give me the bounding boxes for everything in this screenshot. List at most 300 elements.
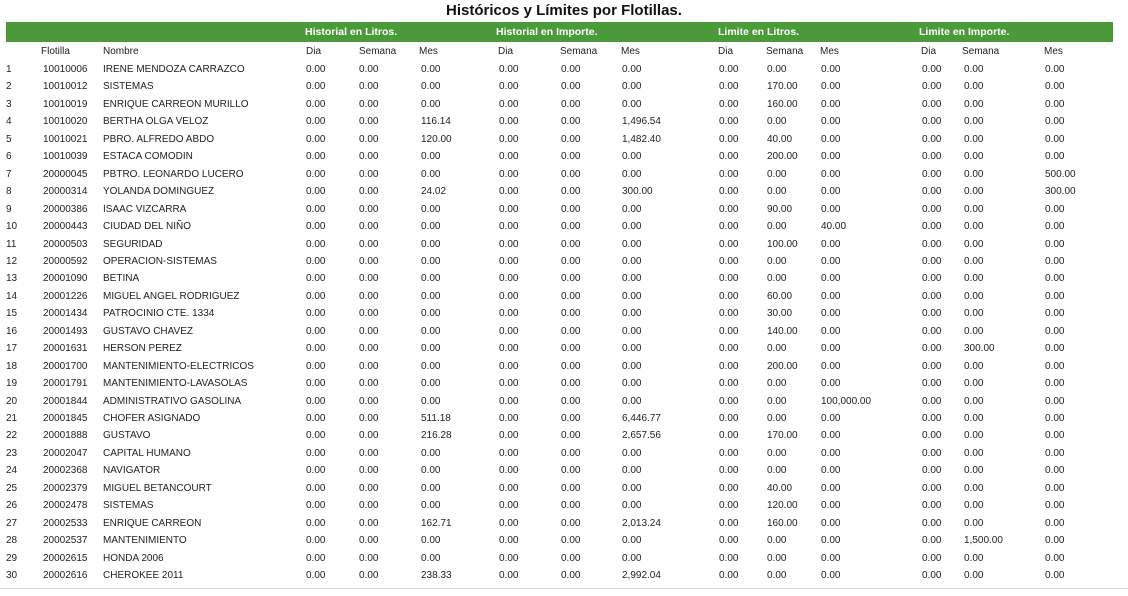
- cell-lim-importe-semana: 0.00: [964, 395, 984, 407]
- cell-lim-litros-semana: 0.00: [767, 535, 787, 547]
- cell-row-number: 9: [6, 203, 12, 215]
- cell-lim-litros-dia: 0.00: [719, 238, 739, 250]
- cell-lim-importe-dia: 0.00: [922, 290, 942, 302]
- cell-flotilla: 20001791: [43, 378, 88, 390]
- cell-hist-litros-dia: 0.00: [306, 290, 326, 302]
- cell-lim-litros-dia: 0.00: [719, 221, 739, 233]
- cell-hist-litros-mes: 0.00: [421, 360, 441, 372]
- table-row: [0, 78, 1128, 95]
- cell-hist-litros-mes: 0.00: [421, 290, 441, 302]
- cell-hist-litros-dia: 0.00: [306, 413, 326, 424]
- cell-hist-importe-semana: 0.00: [561, 343, 581, 355]
- cell-nombre: PBRO. ALFREDO ABDO: [103, 133, 215, 145]
- cell-lim-litros-semana: 100.00: [767, 238, 798, 250]
- cell-nombre: MIGUEL ANGEL RODRIGUEZ: [103, 290, 240, 302]
- cell-lim-litros-mes: 0.00: [821, 430, 841, 442]
- cell-flotilla: 20002478: [43, 500, 88, 512]
- cell-lim-litros-mes: 0.00: [821, 308, 841, 320]
- report-title: Históricos y Límites por Flotillas.: [446, 2, 682, 19]
- table-row: [0, 532, 1128, 549]
- cell-lim-litros-semana: 0.00: [767, 570, 787, 582]
- column-header-lim-importe-dia: Dia: [921, 46, 937, 57]
- cell-lim-litros-semana: 0.00: [767, 552, 787, 564]
- cell-hist-importe-mes: 1,482.40: [622, 133, 661, 145]
- cell-lim-importe-dia: 0.00: [922, 203, 942, 215]
- cell-lim-importe-dia: 0.00: [922, 535, 942, 547]
- cell-hist-litros-mes: 216.28: [421, 430, 452, 442]
- cell-row-number: 22: [6, 430, 18, 442]
- table-row: [0, 288, 1128, 305]
- cell-lim-litros-mes: 0.00: [821, 465, 841, 477]
- cell-flotilla: 20000592: [43, 255, 88, 267]
- cell-lim-litros-mes: 0.00: [821, 273, 841, 285]
- table-row: [0, 183, 1128, 200]
- cell-lim-litros-semana: 0.00: [767, 255, 787, 267]
- cell-hist-litros-dia: 0.00: [306, 116, 326, 128]
- cell-hist-litros-semana: 0.00: [359, 255, 379, 267]
- table-row: [0, 96, 1128, 113]
- cell-hist-importe-mes: 0.00: [622, 290, 642, 302]
- cell-lim-importe-semana: 0.00: [964, 133, 984, 145]
- cell-hist-importe-mes: 300.00: [622, 186, 653, 198]
- cell-lim-litros-semana: 170.00: [767, 430, 798, 442]
- cell-lim-importe-dia: 0.00: [922, 378, 942, 390]
- cell-nombre: SEGURIDAD: [103, 238, 163, 250]
- cell-row-number: 6: [6, 151, 12, 163]
- cell-hist-litros-dia: 0.00: [306, 552, 326, 564]
- cell-hist-importe-dia: 0.00: [499, 116, 519, 128]
- table-row: [0, 340, 1128, 357]
- cell-lim-importe-mes: 0.00: [1045, 500, 1065, 512]
- cell-lim-importe-mes: 0.00: [1045, 64, 1065, 75]
- cell-row-number: 30: [6, 570, 18, 582]
- cell-hist-importe-mes: 0.00: [622, 395, 642, 407]
- cell-row-number: 16: [6, 325, 18, 337]
- column-header-lim-litros-mes: Mes: [820, 46, 839, 57]
- cell-flotilla: 10010020: [43, 116, 88, 128]
- cell-lim-litros-mes: 0.00: [821, 378, 841, 390]
- cell-hist-importe-mes: 0.00: [622, 81, 642, 93]
- cell-row-number: 25: [6, 482, 18, 494]
- cell-lim-importe-semana: 0.00: [964, 325, 984, 337]
- table-row: [0, 148, 1128, 165]
- cell-hist-litros-dia: 0.00: [306, 186, 326, 198]
- cell-lim-importe-dia: 0.00: [922, 570, 942, 582]
- cell-hist-importe-dia: 0.00: [499, 447, 519, 459]
- cell-hist-importe-mes: 0.00: [622, 168, 642, 180]
- cell-lim-importe-semana: 0.00: [964, 552, 984, 564]
- cell-hist-importe-mes: 0.00: [622, 552, 642, 564]
- cell-lim-litros-mes: 0.00: [821, 447, 841, 459]
- cell-lim-litros-dia: 0.00: [719, 535, 739, 547]
- column-header-lim-importe-semana: Semana: [962, 46, 1000, 57]
- cell-hist-litros-semana: 0.00: [359, 116, 379, 128]
- cell-hist-litros-semana: 0.00: [359, 168, 379, 180]
- cell-hist-litros-semana: 0.00: [359, 447, 379, 459]
- cell-lim-importe-dia: 0.00: [922, 238, 942, 250]
- cell-hist-litros-dia: 0.00: [306, 570, 326, 582]
- cell-flotilla: 10010012: [43, 81, 88, 93]
- cell-lim-litros-mes: 0.00: [821, 343, 841, 355]
- cell-hist-litros-mes: 0.00: [421, 535, 441, 547]
- cell-lim-importe-semana: 0.00: [964, 98, 984, 110]
- cell-row-number: 2: [6, 81, 12, 93]
- cell-hist-litros-semana: 0.00: [359, 570, 379, 582]
- table-row: [0, 166, 1128, 183]
- cell-nombre: OPERACION-SISTEMAS: [103, 255, 217, 267]
- cell-lim-litros-mes: 0.00: [821, 255, 841, 267]
- cell-hist-litros-semana: 0.00: [359, 203, 379, 215]
- cell-lim-litros-semana: 40.00: [767, 133, 793, 145]
- cell-hist-litros-semana: 0.00: [359, 378, 379, 390]
- cell-hist-litros-dia: 0.00: [306, 447, 326, 459]
- cell-lim-importe-mes: 0.00: [1045, 360, 1065, 372]
- cell-row-number: 17: [6, 343, 18, 355]
- cell-flotilla: 20000386: [43, 203, 88, 215]
- cell-nombre: HERSON PEREZ: [103, 343, 182, 355]
- cell-lim-litros-dia: 0.00: [719, 378, 739, 390]
- cell-hist-importe-semana: 0.00: [561, 378, 581, 390]
- cell-lim-litros-mes: 0.00: [821, 570, 841, 582]
- cell-lim-importe-mes: 0.00: [1045, 81, 1065, 93]
- cell-flotilla: 20000045: [43, 168, 88, 180]
- table-row: [0, 393, 1128, 410]
- cell-lim-litros-semana: 120.00: [767, 500, 798, 512]
- cell-row-number: 24: [6, 465, 18, 477]
- cell-hist-importe-dia: 0.00: [499, 378, 519, 390]
- cell-lim-litros-semana: 160.00: [767, 98, 798, 110]
- cell-flotilla: 20001090: [43, 273, 88, 285]
- cell-hist-importe-dia: 0.00: [499, 360, 519, 372]
- cell-hist-litros-mes: 0.00: [421, 500, 441, 512]
- cell-lim-litros-dia: 0.00: [719, 64, 739, 75]
- cell-hist-importe-semana: 0.00: [561, 168, 581, 180]
- cell-nombre: HONDA 2006: [103, 552, 164, 564]
- cell-lim-importe-semana: 0.00: [964, 360, 984, 372]
- cell-lim-importe-mes: 0.00: [1045, 465, 1065, 477]
- cell-lim-litros-semana: 0.00: [767, 378, 787, 390]
- cell-hist-litros-semana: 0.00: [359, 413, 379, 424]
- cell-lim-importe-mes: 0.00: [1045, 133, 1065, 145]
- cell-hist-litros-semana: 0.00: [359, 133, 379, 145]
- cell-hist-importe-semana: 0.00: [561, 535, 581, 547]
- table-row: [0, 218, 1128, 235]
- cell-lim-importe-dia: 0.00: [922, 308, 942, 320]
- cell-hist-importe-semana: 0.00: [561, 570, 581, 582]
- cell-lim-importe-mes: 0.00: [1045, 308, 1065, 320]
- table-row: [0, 253, 1128, 270]
- cell-lim-litros-dia: 0.00: [719, 290, 739, 302]
- cell-lim-litros-semana: 170.00: [767, 81, 798, 93]
- cell-lim-importe-mes: 0.00: [1045, 290, 1065, 302]
- cell-row-number: 18: [6, 360, 18, 372]
- column-header-nombre: Nombre: [103, 46, 139, 57]
- cell-row-number: 11: [6, 238, 17, 250]
- cell-hist-importe-semana: 0.00: [561, 98, 581, 110]
- cell-lim-litros-dia: 0.00: [719, 360, 739, 372]
- table-row: [0, 515, 1128, 532]
- cell-lim-importe-semana: 0.00: [964, 413, 984, 424]
- cell-lim-importe-dia: 0.00: [922, 482, 942, 494]
- cell-lim-litros-dia: 0.00: [719, 500, 739, 512]
- cell-hist-litros-dia: 0.00: [306, 273, 326, 285]
- cell-lim-litros-mes: 0.00: [821, 203, 841, 215]
- cell-nombre: ENRIQUE CARREON: [103, 517, 202, 529]
- cell-hist-importe-semana: 0.00: [561, 360, 581, 372]
- cell-hist-litros-mes: 0.00: [421, 98, 441, 110]
- cell-row-number: 20: [6, 395, 18, 407]
- cell-hist-importe-semana: 0.00: [561, 308, 581, 320]
- cell-lim-litros-semana: 0.00: [767, 168, 787, 180]
- table-row: [0, 305, 1128, 322]
- cell-lim-litros-mes: 0.00: [821, 552, 841, 564]
- cell-lim-litros-semana: 60.00: [767, 290, 793, 302]
- cell-hist-litros-semana: 0.00: [359, 238, 379, 250]
- cell-hist-importe-semana: 0.00: [561, 465, 581, 477]
- cell-hist-litros-mes: 0.00: [421, 447, 441, 459]
- column-header-lim-litros-semana: Semana: [766, 46, 804, 57]
- cell-hist-litros-dia: 0.00: [306, 98, 326, 110]
- cell-lim-importe-semana: 0.00: [964, 570, 984, 582]
- cell-flotilla: 20001226: [43, 290, 88, 302]
- cell-lim-litros-dia: 0.00: [719, 343, 739, 355]
- cell-lim-importe-semana: 0.00: [964, 430, 984, 442]
- cell-hist-importe-mes: 0.00: [622, 273, 642, 285]
- cell-hist-importe-semana: 0.00: [561, 221, 581, 233]
- cell-lim-importe-mes: 0.00: [1045, 570, 1065, 582]
- cell-lim-importe-semana: 300.00: [964, 343, 995, 355]
- cell-lim-importe-dia: 0.00: [922, 517, 942, 529]
- cell-nombre: MIGUEL BETANCOURT: [103, 482, 212, 494]
- cell-hist-litros-semana: 0.00: [359, 81, 379, 93]
- cell-hist-litros-dia: 0.00: [306, 151, 326, 163]
- cell-hist-importe-mes: 1,496.54: [622, 116, 661, 128]
- cell-hist-importe-semana: 0.00: [561, 203, 581, 215]
- cell-lim-importe-semana: 0.00: [964, 255, 984, 267]
- table-row: [0, 270, 1128, 287]
- cell-lim-litros-mes: 0.00: [821, 98, 841, 110]
- cell-lim-importe-dia: 0.00: [922, 465, 942, 477]
- cell-row-number: 8: [6, 186, 12, 198]
- cell-lim-litros-mes: 0.00: [821, 168, 841, 180]
- cell-nombre: CAPITAL HUMANO: [103, 447, 191, 459]
- cell-hist-importe-mes: 0.00: [622, 447, 642, 459]
- column-header-hist-litros-dia: Dia: [306, 46, 322, 57]
- cell-lim-litros-mes: 0.00: [821, 325, 841, 337]
- cell-hist-importe-mes: 0.00: [622, 360, 642, 372]
- cell-lim-litros-mes: 0.00: [821, 290, 841, 302]
- cell-nombre: ADMINISTRATIVO GASOLINA: [103, 395, 242, 407]
- cell-flotilla: 20002616: [43, 570, 88, 582]
- cell-hist-importe-dia: 0.00: [499, 273, 519, 285]
- cell-lim-litros-mes: 0.00: [821, 116, 841, 128]
- cell-row-number: 21: [6, 413, 18, 424]
- cell-hist-litros-mes: 0.00: [421, 308, 441, 320]
- cell-hist-importe-mes: 0.00: [622, 308, 642, 320]
- cell-hist-litros-semana: 0.00: [359, 308, 379, 320]
- table-row: [0, 131, 1128, 148]
- cell-lim-importe-semana: 0.00: [964, 186, 984, 198]
- cell-nombre: CHOFER ASIGNADO: [103, 413, 201, 424]
- cell-lim-litros-mes: 0.00: [821, 81, 841, 93]
- cell-hist-importe-semana: 0.00: [561, 430, 581, 442]
- table-row: [0, 323, 1128, 340]
- cell-hist-importe-dia: 0.00: [499, 238, 519, 250]
- cell-hist-litros-dia: 0.00: [306, 255, 326, 267]
- cell-hist-importe-semana: 0.00: [561, 133, 581, 145]
- cell-hist-importe-dia: 0.00: [499, 430, 519, 442]
- cell-flotilla: 20001700: [43, 360, 88, 372]
- cell-flotilla: 20000503: [43, 238, 88, 250]
- column-header-hist-importe-mes: Mes: [621, 46, 640, 57]
- cell-lim-importe-semana: 0.00: [964, 378, 984, 390]
- table-row: [0, 550, 1128, 567]
- cell-row-number: 15: [6, 308, 18, 320]
- cell-lim-litros-mes: 40.00: [821, 221, 847, 233]
- cell-lim-importe-mes: 0.00: [1045, 552, 1065, 564]
- cell-lim-litros-semana: 0.00: [767, 395, 787, 407]
- cell-hist-importe-mes: 0.00: [622, 378, 642, 390]
- cell-lim-litros-semana: 160.00: [767, 517, 798, 529]
- cell-lim-importe-dia: 0.00: [922, 221, 942, 233]
- cell-lim-litros-dia: 0.00: [719, 447, 739, 459]
- cell-lim-litros-dia: 0.00: [719, 395, 739, 407]
- cell-nombre: PATROCINIO CTE. 1334: [103, 308, 215, 320]
- cell-lim-importe-dia: 0.00: [922, 64, 942, 75]
- cell-hist-litros-semana: 0.00: [359, 465, 379, 477]
- cell-lim-importe-dia: 0.00: [922, 552, 942, 564]
- cell-row-number: 27: [6, 517, 18, 529]
- table-row: [0, 201, 1128, 218]
- bottom-divider: [0, 588, 1128, 589]
- cell-hist-litros-semana: 0.00: [359, 482, 379, 494]
- cell-hist-litros-mes: 0.00: [421, 482, 441, 494]
- cell-hist-litros-semana: 0.00: [359, 273, 379, 285]
- cell-hist-litros-mes: 24.02: [421, 186, 447, 198]
- cell-lim-importe-semana: 1,500.00: [964, 535, 1003, 547]
- cell-hist-litros-mes: 0.00: [421, 238, 441, 250]
- cell-lim-importe-semana: 0.00: [964, 151, 984, 163]
- cell-lim-litros-dia: 0.00: [719, 273, 739, 285]
- column-header-flotilla: Flotilla: [41, 46, 70, 57]
- cell-lim-importe-mes: 0.00: [1045, 535, 1065, 547]
- cell-lim-litros-dia: 0.00: [719, 325, 739, 337]
- cell-lim-importe-semana: 0.00: [964, 221, 984, 233]
- cell-lim-importe-mes: 0.00: [1045, 343, 1065, 355]
- cell-row-number: 1: [6, 64, 12, 75]
- cell-lim-litros-dia: 0.00: [719, 430, 739, 442]
- cell-hist-importe-mes: 0.00: [622, 238, 642, 250]
- cell-flotilla: 20001888: [43, 430, 88, 442]
- cell-hist-litros-semana: 0.00: [359, 517, 379, 529]
- cell-nombre: CHEROKEE 2011: [103, 570, 184, 582]
- cell-hist-importe-semana: 0.00: [561, 64, 581, 75]
- cell-lim-litros-semana: 0.00: [767, 221, 787, 233]
- cell-lim-litros-dia: 0.00: [719, 98, 739, 110]
- cell-lim-litros-mes: 0.00: [821, 238, 841, 250]
- cell-lim-importe-dia: 0.00: [922, 133, 942, 145]
- cell-lim-importe-semana: 0.00: [964, 465, 984, 477]
- cell-lim-importe-mes: 0.00: [1045, 482, 1065, 494]
- cell-lim-importe-semana: 0.00: [964, 290, 984, 302]
- cell-lim-importe-mes: 0.00: [1045, 203, 1065, 215]
- cell-hist-importe-semana: 0.00: [561, 325, 581, 337]
- group-limite-importe: Limite en Importe.: [919, 26, 1010, 38]
- cell-lim-importe-mes: 0.00: [1045, 378, 1065, 390]
- cell-lim-litros-dia: 0.00: [719, 308, 739, 320]
- cell-hist-importe-semana: 0.00: [561, 255, 581, 267]
- cell-lim-importe-dia: 0.00: [922, 186, 942, 198]
- cell-lim-importe-mes: 0.00: [1045, 255, 1065, 267]
- cell-lim-litros-dia: 0.00: [719, 151, 739, 163]
- table-row: [0, 375, 1128, 392]
- cell-lim-litros-semana: 90.00: [767, 203, 793, 215]
- cell-hist-importe-semana: 0.00: [561, 517, 581, 529]
- cell-lim-importe-semana: 0.00: [964, 308, 984, 320]
- cell-lim-importe-mes: 0.00: [1045, 395, 1065, 407]
- cell-row-number: 3: [6, 98, 12, 110]
- cell-flotilla: 20001845: [43, 413, 88, 424]
- cell-hist-importe-dia: 0.00: [499, 203, 519, 215]
- cell-lim-litros-dia: 0.00: [719, 168, 739, 180]
- cell-lim-litros-dia: 0.00: [719, 570, 739, 582]
- group-header-band: [6, 22, 1113, 42]
- cell-hist-importe-dia: 0.00: [499, 413, 519, 424]
- cell-lim-importe-dia: 0.00: [922, 325, 942, 337]
- cell-lim-importe-dia: 0.00: [922, 360, 942, 372]
- cell-hist-litros-mes: 0.00: [421, 64, 441, 75]
- cell-row-number: 10: [6, 221, 18, 233]
- cell-lim-importe-dia: 0.00: [922, 168, 942, 180]
- cell-hist-litros-mes: 120.00: [421, 133, 452, 145]
- cell-flotilla: 20002615: [43, 552, 88, 564]
- cell-hist-litros-mes: 0.00: [421, 168, 441, 180]
- cell-lim-litros-semana: 30.00: [767, 308, 793, 320]
- cell-hist-importe-semana: 0.00: [561, 116, 581, 128]
- cell-hist-importe-semana: 0.00: [561, 81, 581, 93]
- cell-lim-litros-mes: 0.00: [821, 535, 841, 547]
- cell-nombre: SISTEMAS: [103, 500, 154, 512]
- cell-lim-importe-mes: 0.00: [1045, 116, 1065, 128]
- cell-hist-litros-dia: 0.00: [306, 430, 326, 442]
- cell-lim-litros-mes: 0.00: [821, 500, 841, 512]
- cell-lim-litros-dia: 0.00: [719, 133, 739, 145]
- cell-hist-importe-mes: 2,992.04: [622, 570, 661, 582]
- cell-lim-litros-semana: 40.00: [767, 482, 793, 494]
- cell-hist-litros-semana: 0.00: [359, 290, 379, 302]
- cell-hist-importe-mes: 0.00: [622, 98, 642, 110]
- cell-lim-litros-mes: 0.00: [821, 482, 841, 494]
- cell-flotilla: 20002533: [43, 517, 88, 529]
- cell-hist-litros-dia: 0.00: [306, 203, 326, 215]
- cell-lim-litros-semana: 0.00: [767, 447, 787, 459]
- cell-lim-importe-semana: 0.00: [964, 273, 984, 285]
- cell-lim-litros-mes: 0.00: [821, 413, 841, 424]
- cell-hist-litros-semana: 0.00: [359, 221, 379, 233]
- cell-hist-importe-semana: 0.00: [561, 186, 581, 198]
- cell-hist-litros-semana: 0.00: [359, 64, 379, 75]
- cell-lim-importe-semana: 0.00: [964, 238, 984, 250]
- cell-flotilla: 20001434: [43, 308, 88, 320]
- cell-hist-litros-mes: 0.00: [421, 552, 441, 564]
- cell-lim-importe-mes: 0.00: [1045, 221, 1065, 233]
- cell-row-number: 7: [6, 168, 12, 180]
- cell-lim-importe-dia: 0.00: [922, 413, 942, 424]
- cell-flotilla: 20000314: [43, 186, 88, 198]
- cell-nombre: ISAAC VIZCARRA: [103, 203, 187, 215]
- cell-lim-litros-dia: 0.00: [719, 203, 739, 215]
- cell-hist-litros-semana: 0.00: [359, 325, 379, 337]
